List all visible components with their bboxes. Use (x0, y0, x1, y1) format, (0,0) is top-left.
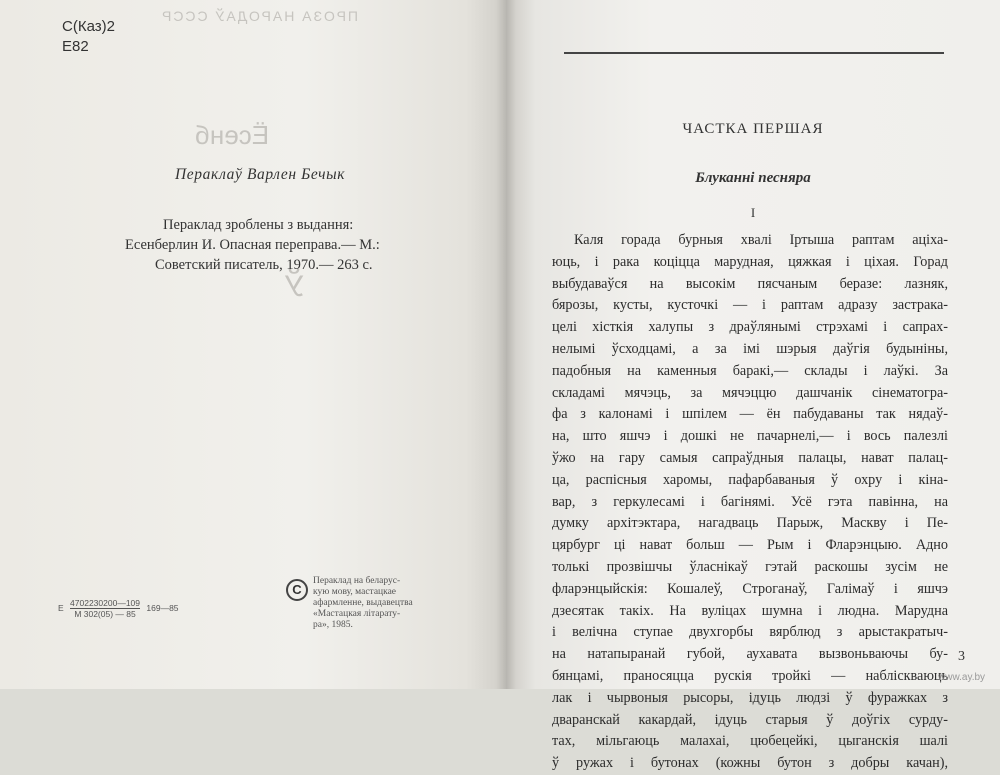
copyright-note-line: кую мову, мастацкае (313, 587, 397, 597)
catalog-numerator: 4702230200—109 (70, 598, 141, 608)
text-line: Каля горада бурныя хвалі Іртыша раптам аціха- (574, 232, 948, 248)
text-line: тах, мільгаюць малахаі, цюбецейкі, цыганскія шалі (552, 733, 948, 750)
left-page (0, 0, 506, 689)
text-line: целі хісткія халупы з драўлянымі стрэхамі і сапрах- (552, 319, 948, 336)
catalog-formula (58, 598, 179, 619)
show-through-author: Ёсенб (195, 120, 270, 150)
copyright-note-line: «Мастацкая літарату- (313, 609, 401, 619)
catalog-suffix: 169—85 (146, 602, 179, 613)
watermark: www.ay.by (938, 672, 986, 683)
page-number: 3 (958, 649, 965, 664)
part-title: ЧАСТКА ПЕРШАЯ (682, 121, 824, 137)
text-line: толькі прозвішчы ўласнікаў гэтай раскошы зусім не (552, 558, 948, 575)
copyright-note-line: ра», 1985. (313, 620, 353, 630)
text-line: на натапыранай губой, аухавата вызвоньваючы бу- (552, 646, 948, 663)
text-line: дваранскай какардай, ідуць старыя ў доўгіх сурду- (552, 711, 948, 728)
copyright-note-line: Пераклад на беларус- (313, 576, 401, 586)
text-line: лак і чырвоныя рысоры, ідуць людзі ў фуражках з (552, 689, 948, 706)
book-gutter (496, 0, 516, 689)
text-line: фларэнцыйскія: Кошалеў, Строганаў, Галімаў і яшчэ (552, 580, 948, 597)
text-line: складамі мячэць, за мячэццю дашчанік сінематогра- (552, 384, 948, 401)
catalog-fraction (70, 598, 140, 619)
text-line: нелымі ўсходцамі, а за імі шэрыя даўгія будыніны, (552, 340, 948, 357)
catalog-denominator: М 302(05) — 85 (74, 609, 136, 619)
chapter-title: Блуканні песняра (695, 170, 811, 186)
body-text (552, 230, 948, 775)
text-line: на, што яшчэ і дошкі не пачарнелі,— і вось палезлі (552, 428, 948, 445)
author-mark: Е82 (62, 38, 89, 55)
section-number: I (750, 205, 756, 220)
text-line: думку архітэктара, нагадваць Парыж, Маскву і Пе- (552, 515, 948, 532)
classification-code: С(Каз)2 (62, 18, 115, 35)
copyright-note-line: афармленне, выдавецтва (313, 598, 413, 608)
text-line: фа з калонамі і шпілем — ён пабудаваны так нядаў- (552, 406, 948, 423)
text-line: ў ружах і бутонах (кожны бутон з добры качан), (552, 755, 948, 772)
text-line: вар, з геркулесамі і багінямі. Усё гэта павінна, на (552, 493, 948, 510)
text-line: падобныя на каменныя баракі,— склады і лаўкі. За (552, 362, 948, 379)
copyright-note (313, 576, 413, 631)
catalog-letter: Е (58, 602, 64, 613)
copyright-icon: С (286, 579, 308, 601)
source-edition-line: Пераклад зроблены з выдання: (163, 217, 354, 233)
text-line: цярбург ці нават больш — Рым і Фларэнцыю. Адно (552, 537, 948, 554)
source-edition-line: Советский писатель, 1970.— 263 с. (155, 257, 373, 273)
right-page (506, 0, 1000, 772)
text-line: ўжо на гару самыя сапраўдныя палацы, нават палац- (552, 449, 948, 466)
text-line: юць, і рака коціцца марудная, цяжкая і ціхая. Горад (552, 253, 948, 270)
text-line: бярозы, кусты, кусточкі — і раптам адразу застрака- (552, 297, 948, 314)
top-rule (564, 52, 944, 54)
source-edition (125, 215, 395, 275)
text-line: ца, распісныя харомы, пафарбаваныя ў охру і кіна- (552, 471, 948, 488)
show-through-letter: Ў (285, 270, 305, 303)
text-line: выбудаваўся на высокім пясчаным беразе: лазняк, (552, 275, 948, 292)
text-line: дзесятак такіх. На вуліцах шумна і людна. Марудна (552, 602, 948, 619)
text-line: і велічна ступае двухгорбы вярблюд з арыстакратыч- (552, 624, 948, 641)
source-edition-line: Есенберлин И. Опасная переправа.— М.: (125, 237, 380, 253)
translator-credit: Пераклаў Варлен Бечык (175, 166, 346, 183)
text-line: бянцамі, праносяцца рускія тройкі — набліскваюць (552, 667, 948, 684)
show-through-series: ПРОЗА НАРОДАЎ СССР (160, 8, 358, 24)
